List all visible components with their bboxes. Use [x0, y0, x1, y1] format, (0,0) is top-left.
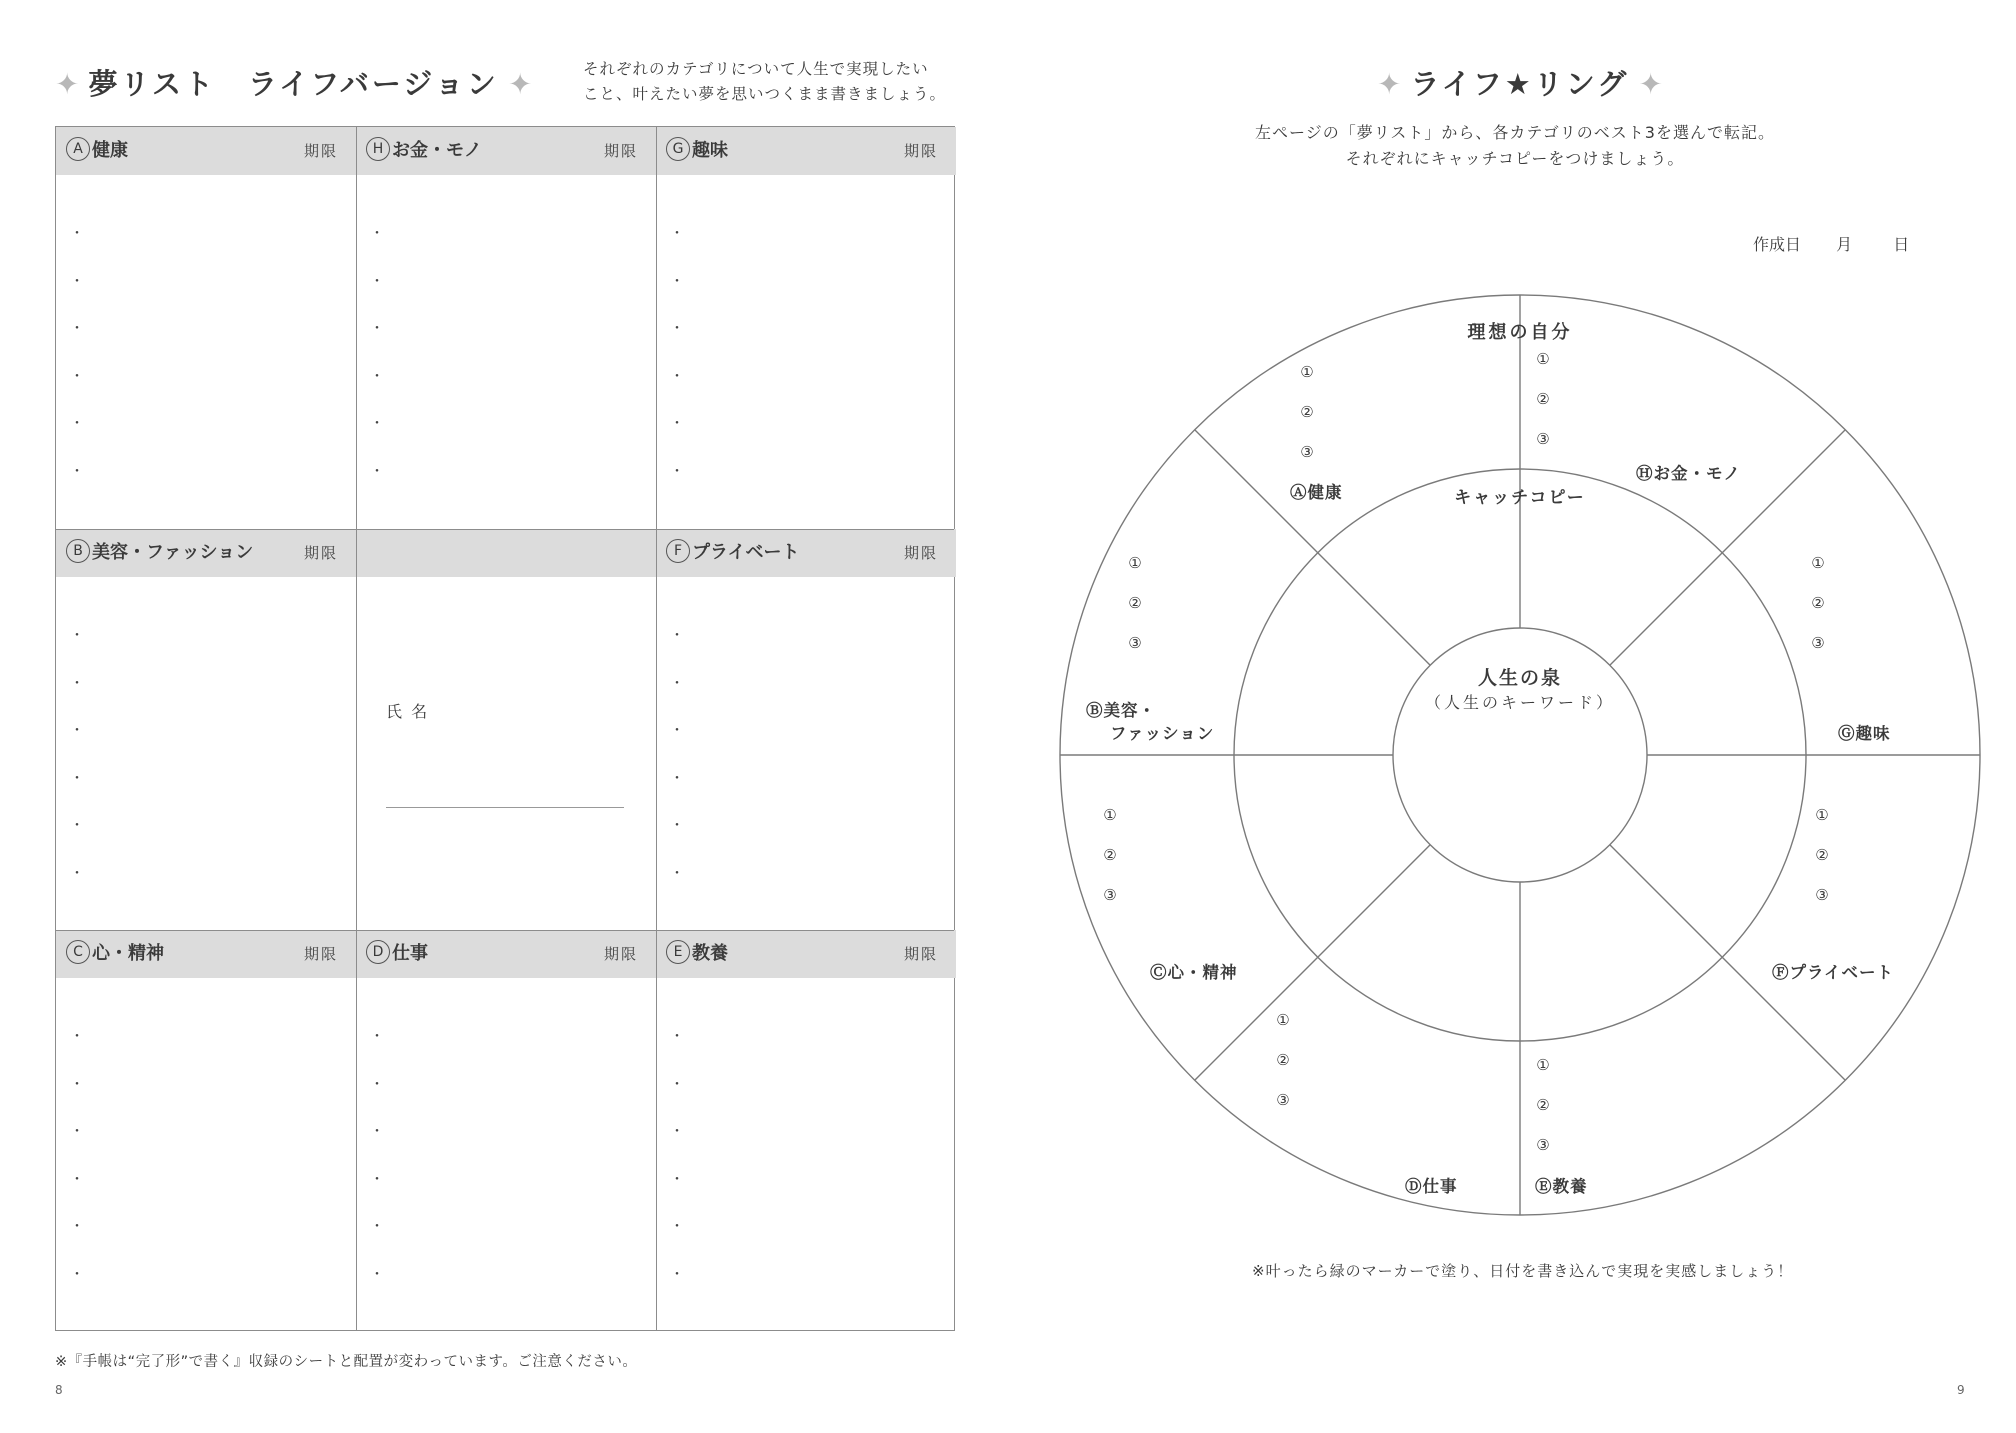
category-name: 健康	[92, 140, 128, 161]
list-bullet: ・	[370, 226, 384, 242]
wheel-category-label: Ⓗお金・モノ	[1636, 464, 1741, 483]
left-footnote: ※『手帳は“完了形”で書く』収録のシートと配置が変わっています。ご注意ください。	[55, 1354, 638, 1370]
list-bullet: ・	[670, 369, 684, 385]
intro-line: こと、叶えたい夢を思いつくまま書きましょう。	[583, 85, 947, 103]
number-marker: ②	[1276, 1051, 1290, 1069]
number-marker: ②	[1128, 594, 1142, 612]
list-bullet: ・	[670, 464, 684, 480]
list-bullet: ・	[670, 1124, 684, 1140]
intro-line: それぞれのカテゴリについて人生で実現したい	[583, 60, 929, 78]
wheel-category-label: Ⓐ健康	[1290, 483, 1343, 502]
list-bullet: ・	[370, 1172, 384, 1188]
number-marker: ③	[1536, 430, 1550, 448]
category-badge: E	[666, 940, 690, 964]
left-page-title	[55, 62, 532, 106]
intro-line: 左ページの「夢リスト」から、各カテゴリのベスト3を選んで転記。	[1255, 123, 1775, 142]
list-bullet: ・	[70, 1219, 84, 1235]
intro-line: それぞれにキャッチコピーをつけましょう。	[1345, 149, 1685, 168]
list-bullet: ・	[670, 723, 684, 739]
grid-divider	[56, 529, 954, 530]
category-name: プライベート	[692, 542, 800, 563]
number-marker: ①	[1811, 554, 1825, 572]
wheel-category-label: Ⓒ心・精神	[1150, 963, 1238, 982]
left-page-intro	[583, 57, 946, 107]
list-bullet: ・	[670, 1029, 684, 1045]
list-bullet: ・	[70, 866, 84, 882]
category-label	[366, 127, 482, 175]
category-label	[66, 529, 253, 577]
number-marker: ①	[1536, 350, 1550, 368]
category-label	[666, 127, 728, 175]
wheel-category-label: Ⓖ趣味	[1838, 724, 1891, 743]
cell-header	[356, 529, 656, 577]
list-bullet: ・	[670, 321, 684, 337]
category-cell	[656, 529, 956, 931]
day-label: 日	[1893, 235, 1910, 254]
number-marker: ②	[1811, 594, 1825, 612]
life-ring-wheel	[1040, 290, 2000, 1240]
list-bullet: ・	[70, 1077, 84, 1093]
deadline-label: 期限	[603, 142, 638, 160]
cell-header	[56, 127, 356, 175]
cell-header	[56, 529, 356, 577]
list-bullet: ・	[70, 274, 84, 290]
category-name: お金・モノ	[392, 140, 482, 161]
month-label: 月	[1836, 235, 1853, 254]
name-label: 氏 名	[386, 702, 430, 721]
category-label	[366, 930, 428, 978]
list-bullet: ・	[370, 1219, 384, 1235]
page-number-right: 9	[1957, 1383, 1965, 1397]
list-bullet: ・	[70, 628, 84, 644]
right-page-intro	[1140, 120, 1890, 172]
wheel-category-label: Ⓓ仕事	[1405, 1177, 1458, 1196]
sparkle-icon: ✦	[1377, 67, 1402, 101]
deadline-label: 期限	[303, 544, 338, 562]
category-label	[66, 127, 128, 175]
deadline-label: 期限	[903, 544, 938, 562]
category-name: 仕事	[392, 943, 428, 964]
category-badge: G	[666, 137, 690, 161]
sparkle-icon: ✦	[507, 67, 533, 101]
list-bullet: ・	[370, 1077, 384, 1093]
list-bullet: ・	[70, 676, 84, 692]
list-bullet: ・	[70, 416, 84, 432]
sparkle-icon: ✦	[55, 67, 80, 101]
number-marker: ②	[1536, 1096, 1550, 1114]
list-bullet: ・	[70, 1267, 84, 1283]
deadline-label: 期限	[603, 945, 638, 963]
list-bullet: ・	[70, 771, 84, 787]
category-cell	[56, 930, 356, 1332]
name-cell	[356, 529, 656, 931]
list-bullet: ・	[670, 416, 684, 432]
list-bullet: ・	[370, 274, 384, 290]
list-bullet: ・	[670, 771, 684, 787]
deadline-label: 期限	[903, 142, 938, 160]
list-bullet: ・	[370, 369, 384, 385]
category-name: 教養	[692, 943, 728, 964]
ideal-self-label: 理想の自分	[1467, 322, 1573, 343]
category-cell	[56, 529, 356, 931]
list-bullet: ・	[670, 226, 684, 242]
number-marker: ③	[1276, 1091, 1290, 1109]
list-bullet: ・	[70, 226, 84, 242]
category-badge: B	[66, 539, 90, 563]
list-bullet: ・	[670, 1219, 684, 1235]
list-bullet: ・	[670, 676, 684, 692]
category-badge: H	[366, 137, 390, 161]
number-marker: ②	[1815, 846, 1829, 864]
center-subtitle: （人生のキーワード）	[1424, 693, 1616, 712]
category-badge: C	[66, 940, 90, 964]
number-marker: ①	[1128, 554, 1142, 572]
grid-divider	[356, 127, 357, 1330]
page-title: 夢リスト ライフバージョン	[88, 67, 499, 101]
list-bullet: ・	[670, 274, 684, 290]
wheel-category-label: Ⓑ美容・	[1086, 701, 1156, 720]
wheel-category-label: Ⓔ教養	[1535, 1177, 1588, 1196]
category-cell	[356, 930, 656, 1332]
category-name: 趣味	[692, 140, 728, 161]
grid-divider	[656, 127, 657, 1330]
category-label	[666, 930, 728, 978]
number-marker: ③	[1128, 634, 1142, 652]
category-badge: F	[666, 539, 690, 563]
number-marker: ③	[1300, 443, 1314, 461]
list-bullet: ・	[670, 818, 684, 834]
list-bullet: ・	[70, 369, 84, 385]
page-title: ライフ★リング	[1410, 67, 1630, 101]
list-bullet: ・	[670, 1172, 684, 1188]
catch-copy-label: キャッチコピー	[1454, 488, 1586, 508]
creation-date	[1753, 232, 1909, 255]
category-name: 心・精神	[92, 943, 164, 964]
cell-header	[656, 930, 956, 978]
wheel-category-label: Ⓕプライベート	[1772, 963, 1895, 982]
category-cell	[656, 930, 956, 1332]
center-title: 人生の泉	[1477, 667, 1563, 689]
number-marker: ③	[1103, 886, 1117, 904]
number-marker: ③	[1536, 1136, 1550, 1154]
number-marker: ③	[1815, 886, 1829, 904]
number-marker: ②	[1536, 390, 1550, 408]
number-marker: ②	[1300, 403, 1314, 421]
cell-header	[356, 127, 656, 175]
list-bullet: ・	[70, 1172, 84, 1188]
category-name: 美容・ファッション	[92, 542, 254, 563]
list-bullet: ・	[70, 321, 84, 337]
deadline-label: 期限	[303, 142, 338, 160]
number-marker: ③	[1811, 634, 1825, 652]
list-bullet: ・	[670, 1077, 684, 1093]
number-marker: ①	[1300, 363, 1314, 381]
category-badge: D	[366, 940, 390, 964]
category-cell	[656, 127, 956, 529]
list-bullet: ・	[670, 866, 684, 882]
deadline-label: 期限	[903, 945, 938, 963]
list-bullet: ・	[370, 464, 384, 480]
name-line[interactable]	[386, 807, 624, 808]
list-bullet: ・	[370, 1267, 384, 1283]
cell-header	[656, 529, 956, 577]
cell-header	[356, 930, 656, 978]
page-number-left: 8	[55, 1383, 63, 1397]
number-marker: ①	[1103, 806, 1117, 824]
created-label: 作成日	[1753, 235, 1802, 254]
right-footnote: ※叶ったら緑のマーカーで塗り、日付を書き込んで実現を実感しましょう！	[1252, 1262, 1794, 1280]
number-marker: ①	[1536, 1056, 1550, 1074]
list-bullet: ・	[70, 464, 84, 480]
list-bullet: ・	[670, 1267, 684, 1283]
list-bullet: ・	[370, 321, 384, 337]
category-badge: A	[66, 137, 90, 161]
list-bullet: ・	[70, 1029, 84, 1045]
right-page-title	[1377, 62, 1663, 106]
wheel-divider	[1195, 430, 1430, 665]
category-cell	[356, 127, 656, 529]
cell-header	[56, 930, 356, 978]
category-label	[66, 930, 164, 978]
list-bullet: ・	[70, 818, 84, 834]
list-bullet: ・	[670, 628, 684, 644]
dream-list-grid	[55, 126, 955, 1331]
cell-header	[656, 127, 956, 175]
list-bullet: ・	[370, 416, 384, 432]
list-bullet: ・	[370, 1029, 384, 1045]
number-marker: ①	[1815, 806, 1829, 824]
number-marker: ②	[1103, 846, 1117, 864]
list-bullet: ・	[70, 723, 84, 739]
list-bullet: ・	[70, 1124, 84, 1140]
wheel-category-label: ファッション	[1110, 724, 1215, 743]
deadline-label: 期限	[303, 945, 338, 963]
category-cell	[56, 127, 356, 529]
grid-divider	[56, 930, 954, 931]
sparkle-icon: ✦	[1638, 67, 1663, 101]
list-bullet: ・	[370, 1124, 384, 1140]
number-marker: ①	[1276, 1011, 1290, 1029]
category-label	[666, 529, 799, 577]
